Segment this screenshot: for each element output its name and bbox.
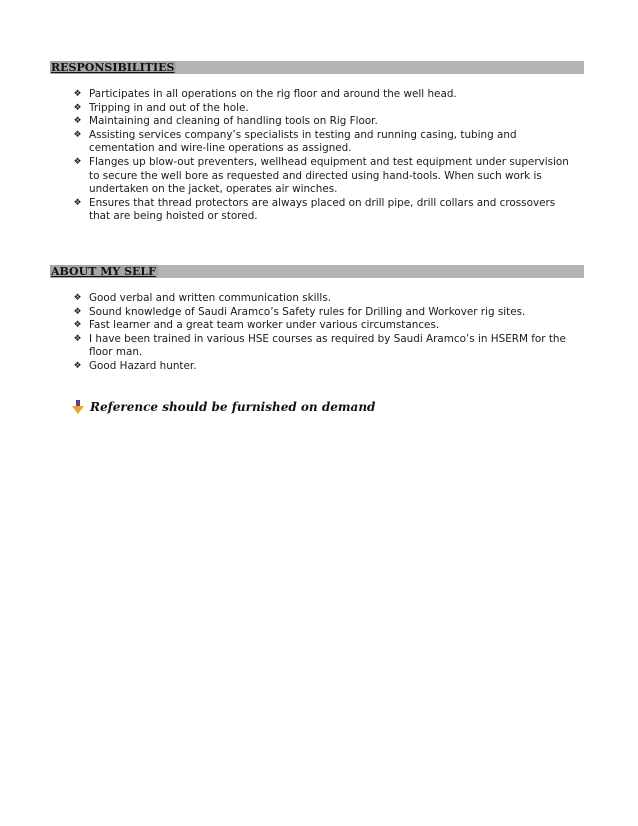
diamond-bullet-icon: ❖ bbox=[73, 306, 82, 317]
diamond-bullet-icon: ❖ bbox=[73, 129, 82, 140]
about-list bbox=[72, 292, 578, 374]
list-item-text: Ensures that thread protectors are always placed on drill pipe, drill collars and crossovers that are being hoisted or stored. bbox=[89, 196, 556, 223]
list-item bbox=[72, 292, 578, 306]
responsibilities-list bbox=[72, 88, 578, 224]
diamond-bullet-icon: ❖ bbox=[73, 293, 82, 303]
diamond-bullet-icon: ❖ bbox=[73, 197, 82, 208]
list-item bbox=[72, 129, 578, 156]
list-item bbox=[72, 102, 578, 116]
list-item-text: Good verbal and written communication skills. bbox=[89, 292, 332, 304]
list-item bbox=[72, 156, 578, 197]
list-item-text: Tripping in and out of the hole. bbox=[89, 101, 249, 114]
responsibilities-heading: RESPONSIBILITIES bbox=[51, 61, 175, 74]
list-item-text: Flanges up blow-out preventers, wellhead equipment and test equipment under supervision to secure the well bore as requested and directed using hand-tools. When such work is undertaken on the jacket, operates air winches. bbox=[89, 155, 569, 196]
list-item bbox=[72, 197, 578, 224]
reference-line bbox=[72, 398, 375, 416]
list-item bbox=[72, 115, 578, 129]
about-heading: ABOUT MY SELF bbox=[51, 265, 156, 278]
list-item bbox=[72, 360, 578, 374]
list-item-text: Maintaining and cleaning of handling tools on Rig Floor. bbox=[89, 115, 378, 128]
list-item bbox=[72, 306, 578, 320]
diamond-bullet-icon: ❖ bbox=[73, 89, 82, 99]
responsibilities-section-bar bbox=[50, 61, 584, 74]
diamond-bullet-icon: ❖ bbox=[73, 333, 82, 344]
list-item-text: Sound knowledge of Saudi Aramco’s Safety rules for Drilling and Workover rig sites. bbox=[89, 305, 526, 318]
list-item-text: Participates in all operations on the rig floor and around the well head. bbox=[89, 88, 457, 100]
diamond-bullet-icon: ❖ bbox=[73, 360, 82, 371]
diamond-bullet-icon: ❖ bbox=[73, 102, 82, 113]
list-item bbox=[72, 333, 578, 360]
list-item-text: Assisting services company’s specialists in testing and running casing, tubing and cementation and wire-line operations as assigned. bbox=[89, 128, 517, 155]
about-section-bar bbox=[50, 265, 584, 278]
diamond-bullet-icon: ❖ bbox=[73, 116, 82, 127]
reference-text: Reference should be furnished on demand bbox=[90, 400, 376, 414]
list-item-text: Fast learner and a great team worker under various circumstances. bbox=[89, 319, 440, 332]
list-item bbox=[72, 88, 578, 102]
list-item-text: I have been trained in various HSE courses as required by Saudi Aramco’s in HSERM for the floor man. bbox=[89, 332, 566, 359]
list-item-text: Good Hazard hunter. bbox=[89, 359, 197, 372]
arrow-down-icon bbox=[72, 400, 84, 414]
diamond-bullet-icon: ❖ bbox=[73, 320, 82, 331]
diamond-bullet-icon: ❖ bbox=[73, 156, 82, 167]
list-item bbox=[72, 319, 578, 333]
